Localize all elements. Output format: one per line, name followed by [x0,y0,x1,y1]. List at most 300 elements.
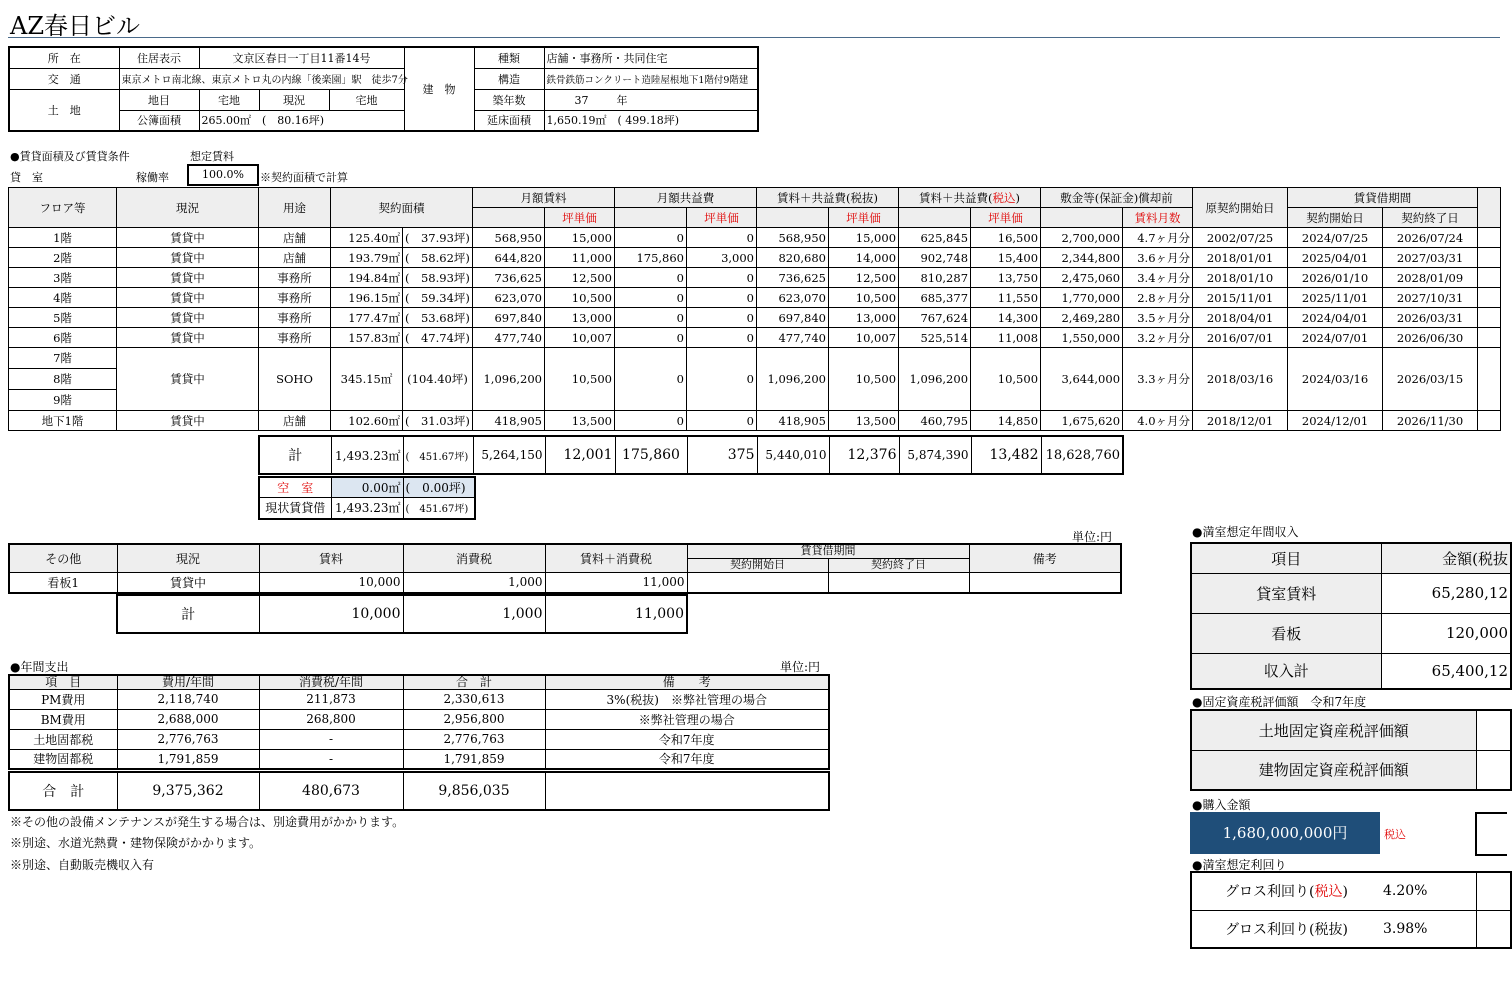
expense-total-table [8,771,830,811]
lease-cell-deposit: 2,475,060 [1041,268,1123,288]
lease-cell-end: 2027/10/31 [1383,288,1478,308]
lease-cell-common: 0 [615,288,687,308]
exp-total-remarks [545,772,829,810]
lease-cell-ex: 623,070 [757,288,829,308]
lease-cell-ex: 736,625 [757,268,829,288]
income-rent-label: 貸室賃料 [1191,573,1381,613]
col-common: 月額共益費 [615,188,757,208]
exp-col-remarks: 備 考 [545,675,829,689]
soho-common: 0 [615,348,687,411]
yield-gross-in-value: 4.20% [1381,872,1476,910]
col-months: 賃料月数 [1123,208,1193,228]
chimoku-value: 宅地 [199,89,259,110]
lease-cell-inc: 625,845 [899,228,971,248]
b1-status: 賃貸中 [117,411,259,431]
b1-months: 4.0ヶ月分 [1123,411,1193,431]
lease-cell-ex: 697,840 [757,308,829,328]
age-cell [544,89,758,110]
purchase-tax-note: 税込 [1384,828,1406,841]
total-deposit: 18,628,760 [1041,436,1123,474]
fixed-tax-building: 建物固定資産税評価額 [1191,750,1476,790]
expense-heading: ●年間支出 [10,660,69,674]
lease-cell-months: 3.4ヶ月分 [1123,268,1193,288]
other-col-rent-tax: 賃料＋消費税 [545,544,687,572]
b1-common-tsubo: 0 [687,411,757,431]
lease-cell-rent_t: 13,000 [545,308,615,328]
exp-col-item: 項 目 [9,675,117,689]
lease-cell-area: 196.15㎡ [331,288,403,308]
income-sign-label: 看板 [1191,613,1381,653]
table-row [9,729,829,749]
lease-cell-floor: 3階 [9,268,117,288]
lease-cell-deposit: 1,550,000 [1041,328,1123,348]
exp-total-tax: 480,673 [259,772,403,810]
b1-floor: 地下1階 [9,411,117,431]
lease-cell-ex: 820,680 [757,248,829,268]
lease-cell-rent_t: 10,007 [545,328,615,348]
soho-ex-tsubo: 10,500 [829,348,899,411]
other-row-rent-tax: 11,000 [545,572,687,593]
other-col-period: 賃貸借期間 [687,544,969,558]
total-rent: 5,264,150 [473,436,545,474]
exp-total-total: 9,856,035 [403,772,545,810]
lease-cell-floor: 1階 [9,228,117,248]
table-row [9,248,1501,268]
expense-cell-cost: 2,688,000 [117,709,259,729]
lease-cell-extra [1478,228,1501,248]
col-original-start: 原契約開始日 [1193,188,1288,228]
total-in: 5,874,390 [899,436,971,474]
other-col-start: 契約開始日 [687,558,828,572]
purchase-price: 1,680,000,000円 [1190,812,1380,854]
vacant-area: 0.00㎡ [331,477,403,497]
assumed-rent-label: 想定賃料 [190,150,234,163]
b1-in-tsubo: 14,850 [971,411,1041,431]
lease-cell-inc: 902,748 [899,248,971,268]
lease-cell-inc_t: 14,300 [971,308,1041,328]
other-total-rent: 10,000 [259,595,403,633]
col-rent-amount [473,208,545,228]
lease-cell-tsubo: ( 37.93坪) [403,228,473,248]
table-row [9,268,1501,288]
expense-unit: 単位:円 [780,660,821,674]
expense-cell-total: 2,330,613 [403,689,545,709]
lease-cell-area: 177.47㎡ [331,308,403,328]
fixed-tax-heading: ●固定資産税評価額 令和7年度 [1192,695,1367,709]
income-table [1190,542,1512,690]
other-col-tax: 消費税 [403,544,545,572]
lease-cell-status: 賃貸中 [117,248,259,268]
access-label: 交 通 [9,68,119,89]
lease-cell-orig: 2016/07/01 [1193,328,1288,348]
lease-cell-start: 2024/07/25 [1288,228,1383,248]
address-type: 住居表示 [119,47,199,68]
lease-cell-months: 2.8ヶ月分 [1123,288,1193,308]
expense-cell-tax: - [259,749,403,769]
soho-ex: 1,096,200 [757,348,829,411]
col-start: 契約開始日 [1288,208,1383,228]
lease-cell-end: 2026/06/30 [1383,328,1478,348]
b1-rent-tsubo: 13,500 [545,411,615,431]
col-rent-common-in-c: ) [1015,190,1021,205]
expense-cell-item: 建物固都税 [9,749,117,769]
lease-cell-ex_t: 10,007 [829,328,899,348]
lease-cell-inc: 810,287 [899,268,971,288]
other-col-rent: 賃料 [259,544,403,572]
lease-cell-orig: 2018/01/10 [1193,268,1288,288]
col-in-tsubo: 坪単価 [971,208,1041,228]
total-ex-tsubo: 12,376 [829,436,899,474]
soho-use: SOHO [259,348,331,411]
soho-floor-8: 8階 [9,369,116,390]
page-title: AZ春日ビル [10,12,141,40]
lease-cell-use: 店舗 [259,228,331,248]
soho-floor-7: 7階 [9,348,116,369]
lease-cell-start: 2025/04/01 [1288,248,1383,268]
lease-cell-rent: 736,625 [473,268,545,288]
lease-cell-common: 0 [615,268,687,288]
expense-note-1: ※その他の設備メンテナンスが発生する場合は、別途費用がかかります。 [10,815,405,829]
lease-cell-deposit: 2,469,280 [1041,308,1123,328]
b1-extra [1478,411,1501,431]
lease-cell-rent: 568,950 [473,228,545,248]
yield-table [1190,871,1512,949]
lease-cell-end: 2026/07/24 [1383,228,1478,248]
soho-status: 賃貸中 [117,348,259,411]
lease-cell-rent: 623,070 [473,288,545,308]
col-rent-tsubo: 坪単価 [545,208,615,228]
lease-cell-start: 2024/04/01 [1288,308,1383,328]
structure-value: 鉄骨鉄筋コンクリート造陸屋根地下1階付9階建 [544,68,758,89]
lease-cell-common_t: 0 [687,308,757,328]
lease-cell-start: 2024/07/01 [1288,328,1383,348]
col-use: 用途 [259,188,331,228]
other-row-tax: 1,000 [403,572,545,593]
expense-cell-total: 2,956,800 [403,709,545,729]
soho-area: 345.15㎡ [331,348,403,411]
expense-cell-tax: - [259,729,403,749]
other-row-start [687,572,828,593]
lease-cell-ex_t: 14,000 [829,248,899,268]
table-row [9,328,1501,348]
lease-cell-rent_t: 15,000 [545,228,615,248]
col-common-amount [615,208,687,228]
soho-end: 2026/03/15 [1383,348,1478,411]
table-row [9,228,1501,248]
lease-cell-tsubo: ( 53.68坪) [403,308,473,328]
lease-cell-orig: 2018/01/01 [1193,248,1288,268]
room-label: 貸 室 [10,171,43,184]
koubo-value: 265.00㎡ ( 80.16坪) [199,110,404,131]
col-status: 現況 [117,188,259,228]
lease-cell-floor: 5階 [9,308,117,328]
soho-extra [1478,348,1501,411]
lease-cell-extra [1478,308,1501,328]
lease-cell-ex: 568,950 [757,228,829,248]
lease-table [8,187,1501,431]
lease-cell-rent_t: 11,000 [545,248,615,268]
lease-cell-common_t: 0 [687,288,757,308]
structure-label: 構造 [474,68,544,89]
expense-cell-tax: 268,800 [259,709,403,729]
lease-cell-tsubo: ( 58.93坪) [403,268,473,288]
lease-cell-start: 2026/01/10 [1288,268,1383,288]
soho-in-tsubo: 10,500 [971,348,1041,411]
lease-cell-tsubo: ( 47.74坪) [403,328,473,348]
address: 文京区春日一丁目11番14号 [199,47,404,68]
lease-cell-extra [1478,328,1501,348]
fixed-tax-land: 土地固定資産税評価額 [1191,710,1476,750]
total-area: 1,493.23㎡ [331,436,403,474]
lease-cell-common: 0 [615,228,687,248]
lease-cell-rent_t: 12,500 [545,268,615,288]
expense-cell-cost: 2,776,763 [117,729,259,749]
occupancy-value: 100.0% [187,164,259,186]
yield-gross-ex-label: グロス利回り(税抜) [1191,910,1381,948]
lease-cell-floor: 6階 [9,328,117,348]
income-col-item: 項目 [1191,543,1381,573]
soho-rent-tsubo: 10,500 [545,348,615,411]
b1-orig: 2018/12/01 [1193,411,1288,431]
col-extra [1478,188,1501,228]
yield-gross-in-b: 税込 [1314,884,1343,901]
lease-cell-use: 事務所 [259,268,331,288]
other-row-status: 賃貸中 [117,572,259,593]
lease-cell-ex: 477,740 [757,328,829,348]
lease-cell-common_t: 0 [687,228,757,248]
other-total-tax: 1,000 [403,595,545,633]
b1-use: 店舗 [259,411,331,431]
lease-cell-inc_t: 15,400 [971,248,1041,268]
expense-cell-cost: 1,791,859 [117,749,259,769]
expense-cell-item: BM費用 [9,709,117,729]
yield-gross-in-c: ) [1342,884,1348,901]
lease-cell-end: 2027/03/31 [1383,248,1478,268]
soho-deposit: 3,644,000 [1041,348,1123,411]
income-col-amount: 金額(税抜 [1381,543,1511,573]
lease-cell-inc_t: 11,008 [971,328,1041,348]
expense-cell-total: 1,791,859 [403,749,545,769]
chimoku-label: 地目 [119,89,199,110]
exp-total-cost: 9,375,362 [117,772,259,810]
lease-cell-extra [1478,288,1501,308]
expense-note-2: ※別途、水道光熱費・建物保険がかかります。 [10,836,262,850]
lease-cell-months: 3.6ヶ月分 [1123,248,1193,268]
lease-cell-use: 事務所 [259,308,331,328]
expense-cell-total: 2,776,763 [403,729,545,749]
lease-cell-tsubo: ( 59.34坪) [403,288,473,308]
access-value: 東京メトロ南北線、東京メトロ丸の内線「後楽園」駅 徒歩7分 [119,68,404,89]
building-label: 建 物 [404,47,474,131]
exp-col-tax: 消費税/年間 [259,675,403,689]
exp-col-cost: 費用/年間 [117,675,259,689]
koubo-label: 公簿面積 [119,110,199,131]
expense-cell-remarks: 3%(税抜) ※弊社管理の場合 [545,689,829,709]
lease-total-table [258,435,1124,475]
floor-area-label: 延床面積 [474,110,544,131]
other-col-remarks: 備考 [969,544,1121,572]
income-sign-value: 120,000 [1381,613,1511,653]
other-total-table [116,594,688,634]
property-info-table [8,46,759,132]
soho-rent: 1,096,200 [473,348,545,411]
income-rent-value: 65,280,12 [1381,573,1511,613]
lease-cell-inc: 767,624 [899,308,971,328]
col-in-amount [899,208,971,228]
vacancy-table [258,476,476,520]
total-rent-tsubo: 12,001 [545,436,615,474]
other-col-status: 現況 [117,544,259,572]
kind-label: 種類 [474,47,544,68]
current-label: 現状賃貸借 [259,497,331,519]
soho-floor-9: 9階 [53,393,72,407]
other-row-name: 看板1 [9,572,117,593]
other-row-end [828,572,969,593]
lease-cell-deposit: 2,344,800 [1041,248,1123,268]
title-rule [8,37,1500,38]
other-table [8,543,1122,594]
occupancy-label: 稼働率 [136,171,169,184]
lease-cell-months: 4.7ヶ月分 [1123,228,1193,248]
lease-cell-common: 175,860 [615,248,687,268]
lease-cell-use: 事務所 [259,288,331,308]
soho-orig: 2018/03/16 [1193,348,1288,411]
genkyo-value: 宅地 [329,89,404,110]
vacant-tsubo: ( 0.00坪) [403,477,475,497]
lease-cell-inc: 685,377 [899,288,971,308]
table-row [9,689,829,709]
col-common-tsubo: 坪単価 [687,208,757,228]
current-tsubo: ( 451.67坪) [403,497,475,519]
col-area: 契約面積 [331,188,473,228]
b1-tsubo: ( 31.03坪) [403,411,473,431]
total-common-tsubo: 375 [687,436,757,474]
lease-cell-orig: 2015/11/01 [1193,288,1288,308]
expense-cell-cost: 2,118,740 [117,689,259,709]
exp-total-label: 合 計 [9,772,117,810]
age-label: 築年数 [474,89,544,110]
lease-cell-area: 193.79㎡ [331,248,403,268]
col-rent-common-in-b: 税込 [992,190,1016,205]
floor-area-value: 1,650.19㎡ ( 499.18坪) [544,110,758,131]
lease-cell-ex_t: 15,000 [829,228,899,248]
income-total-value: 65,400,12 [1381,653,1511,689]
lease-cell-use: 店舗 [259,248,331,268]
soho-floors [9,348,117,411]
col-period: 賃貸借期間 [1288,188,1478,208]
other-row-remarks [969,572,1121,593]
col-deposit: 敷金等(保証金)償却前 [1041,188,1193,208]
lease-cell-months: 3.2ヶ月分 [1123,328,1193,348]
genkyo-label: 現況 [259,89,329,110]
lease-cell-floor: 2階 [9,248,117,268]
lease-cell-ex_t: 13,000 [829,308,899,328]
b1-rent: 418,905 [473,411,545,431]
fixed-tax-land-value [1476,710,1511,750]
current-area: 1,493.23㎡ [331,497,403,519]
lease-cell-rent: 644,820 [473,248,545,268]
lease-cell-ex_t: 12,500 [829,268,899,288]
lease-cell-inc_t: 11,550 [971,288,1041,308]
lease-cell-start: 2025/11/01 [1288,288,1383,308]
yield-gross-ex-value: 3.98% [1381,910,1476,948]
occupancy-note: ※契約面積で計算 [260,171,348,184]
location-label: 所 在 [9,47,119,68]
income-heading: ●満室想定年間収入 [1192,525,1299,539]
lease-cell-status: 賃貸中 [117,228,259,248]
yield-gross-in-extra [1476,872,1511,910]
table-row [9,709,829,729]
b1-in: 460,795 [899,411,971,431]
table-row [9,749,829,769]
lease-cell-inc_t: 16,500 [971,228,1041,248]
lease-cell-status: 賃貸中 [117,328,259,348]
lease-cell-rent: 697,840 [473,308,545,328]
lease-cell-extra [1478,248,1501,268]
lease-cell-end: 2028/01/09 [1383,268,1478,288]
lease-cell-months: 3.5ヶ月分 [1123,308,1193,328]
total-ex: 5,440,010 [757,436,829,474]
other-total-rent-tax: 11,000 [545,595,687,633]
lease-cell-area: 194.84㎡ [331,268,403,288]
soho-start: 2024/03/16 [1288,348,1383,411]
lease-cell-inc: 525,514 [899,328,971,348]
table-row [9,288,1501,308]
col-rent-common-ex: 賃料＋共益費(税抜) [757,188,899,208]
yield-gross-in-a: グロス利回り( [1225,884,1315,901]
lease-cell-common_t: 0 [687,268,757,288]
expense-table [8,674,830,770]
expense-cell-tax: 211,873 [259,689,403,709]
expense-note-3: ※別途、自動販売機収入有 [10,858,155,872]
lease-cell-inc_t: 13,750 [971,268,1041,288]
lease-cell-common: 0 [615,328,687,348]
vacant-label: 空 室 [259,477,331,497]
total-tsubo: ( 451.67坪) [403,436,473,474]
lease-cell-rent_t: 10,500 [545,288,615,308]
lease-cell-status: 賃貸中 [117,268,259,288]
age-value: 37 [574,93,589,107]
col-rent: 月額賃料 [473,188,615,208]
soho-common-tsubo: 0 [687,348,757,411]
yield-gross-ex-extra [1476,910,1511,948]
yield-gross-in-label [1191,872,1381,910]
total-common: 175,860 [615,436,687,474]
b1-ex-tsubo: 13,500 [829,411,899,431]
b1-common: 0 [615,411,687,431]
lease-cell-use: 事務所 [259,328,331,348]
b1-ex: 418,905 [757,411,829,431]
lease-cell-orig: 2018/04/01 [1193,308,1288,328]
soho-tsubo: (104.40坪) [403,348,473,411]
col-deposit-amount [1041,208,1123,228]
lease-cell-tsubo: ( 58.62坪) [403,248,473,268]
lease-cell-status: 賃貸中 [117,308,259,328]
col-ex-amount [757,208,829,228]
exp-col-total: 合 計 [403,675,545,689]
total-label: 計 [259,436,331,474]
col-end: 契約終了日 [1383,208,1478,228]
purchase-extra-box [1475,812,1507,856]
col-ex-tsubo: 坪単価 [829,208,899,228]
col-floor: フロア等 [9,188,117,228]
b1-end: 2026/11/30 [1383,411,1478,431]
expense-cell-remarks: 令和7年度 [545,729,829,749]
other-total-label: 計 [117,595,259,633]
soho-in: 1,096,200 [899,348,971,411]
lease-cell-extra [1478,268,1501,288]
kind-value: 店舗・事務所・共同住宅 [544,47,758,68]
